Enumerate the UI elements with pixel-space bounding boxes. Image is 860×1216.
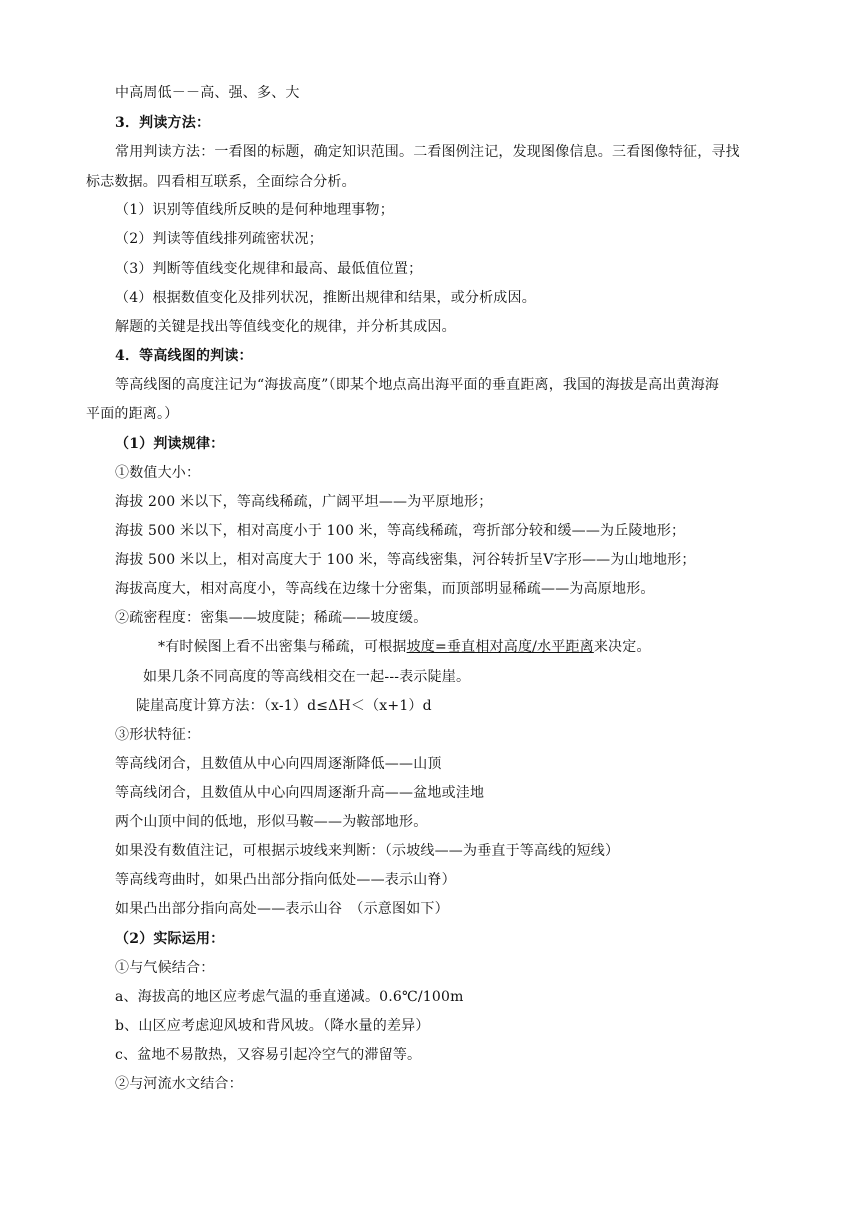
text-line: ①与气候结合： [115, 960, 215, 976]
text-line: 海拔 500 米以上，相对高度大于 100 米，等高线密集，河谷转折呈Ⅴ字形——为山地地形； [115, 552, 696, 568]
text-line: 海拔 200 米以下，等高线稀疏，广阔平坦——为平原地形； [115, 494, 493, 510]
text-line: b、山区应考虑迎风坡和背风坡。（降水量的差异） [115, 1018, 430, 1034]
text-line: 陡崖高度计算方法：（x-1）d≤ΔH＜（x+1）d [136, 698, 432, 714]
text-line: 标志数据。四看相互联系，全面综合分析。 [86, 174, 356, 190]
text-line: 等高线闭合，且数值从中心向四周逐渐升高——盆地或洼地 [115, 785, 485, 801]
text-line: 如果几条不同高度的等高线相交在一起---表示陡崖。 [143, 669, 471, 685]
text-line: 两个山顶中间的低地，形似马鞍——为鞍部地形。 [115, 814, 428, 830]
text-line: ①数值大小： [115, 465, 201, 481]
text-line: ②与河流水文结合： [115, 1076, 243, 1092]
subsection-heading: （2）实际运用： [115, 931, 225, 947]
text-line: 海拔 500 米以下，相对高度小于 100 米，等高线稀疏，弯折部分较和缓——为丘陵地形； [115, 523, 686, 539]
text-line: 常用判读方法：一看图的标题，确定知识范围。二看图例注记，发现图像信息。三看图像特征，寻找 [115, 144, 740, 160]
text-line: 海拔高度大，相对高度小，等高线在边缘十分密集，而顶部明显稀疏——为高原地形。 [115, 581, 655, 597]
section-heading-3: 3．判读方法： [115, 115, 211, 131]
list-item: （2）判读等值线排列疏密状况； [115, 231, 323, 247]
text-segment: *有时候图上看不出密集与稀疏，可根据 [158, 639, 407, 655]
underlined-formula: 坡度=垂直相对高度/水平距离 [406, 639, 594, 655]
text-line: 等高线图的高度注记为“海拔高度”（即某个地点高出海平面的垂直距离，我国的海拔是高出黄海海 [115, 377, 720, 393]
text-line: ③形状特征： [115, 727, 201, 743]
section-heading-4: 4．等高线图的判读： [115, 348, 253, 364]
text-line: 解题的关键是找出等值线变化的规律，并分析其成因。 [115, 319, 456, 335]
text-line: 平面的距离。） [86, 406, 179, 422]
text-line: 如果凸出部分指向高处——表示山谷 （示意图如下） [115, 901, 449, 917]
text-line [158, 638, 651, 656]
text-line: 如果没有数值注记，可根据示坡线来判断：（示坡线——为垂直于等高线的短线） [115, 843, 620, 859]
text-segment: 来决定。 [593, 639, 651, 655]
list-item: （3）判断等值线变化规律和最高、最低值位置； [115, 261, 423, 277]
list-item: （1）识别等值线所反映的是何种地理事物； [115, 202, 394, 218]
list-item: （4）根据数值变化及排列状况，推断出规律和结果，或分析成因。 [115, 290, 536, 306]
text-line: 等高线闭合，且数值从中心向四周逐渐降低——山顶 [115, 756, 442, 772]
text-line: 等高线弯曲时，如果凸出部分指向低处——表示山脊） [115, 872, 456, 888]
text-line: a、海拔高的地区应考虑气温的垂直递减。0.6℃/100m [115, 989, 464, 1005]
text-line: ②疏密程度：密集——坡度陡；稀疏——坡度缓。 [115, 610, 428, 626]
subsection-heading: （1）判读规律： [115, 436, 225, 452]
text-line: 中高周低－－高、强、多、大 [115, 85, 300, 101]
text-line: c、盆地不易散热，又容易引起冷空气的滞留等。 [115, 1047, 422, 1063]
